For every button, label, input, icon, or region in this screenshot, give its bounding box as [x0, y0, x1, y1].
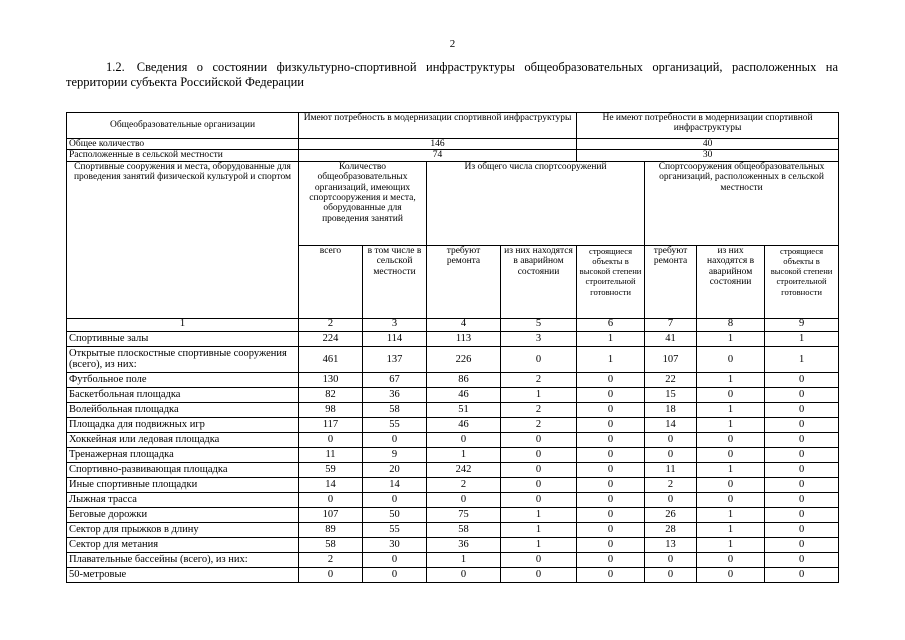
row-label: Футбольное поле	[67, 372, 299, 387]
table-cell: 0	[577, 492, 645, 507]
table-cell: 75	[427, 507, 501, 522]
column-number: 4	[427, 318, 501, 331]
orgs-header-cell: Общеобразовательные организации	[67, 113, 299, 139]
rural-label: Расположенные в сельской местности	[67, 150, 299, 161]
table-cell: 0	[697, 346, 765, 372]
sub-rural-cell: в том числе в сельской местности	[363, 245, 427, 318]
table-row	[67, 447, 839, 462]
table-cell: 0	[577, 402, 645, 417]
count-header-cell: Количество общеобразовательных организаций, имеющих спортсооружения и места, оборудованные для проведения занятий	[299, 161, 427, 245]
table-cell: 0	[577, 447, 645, 462]
table-cell: 114	[363, 331, 427, 346]
table-cell: 86	[427, 372, 501, 387]
detail-header-row	[67, 161, 839, 245]
table-cell: 20	[363, 462, 427, 477]
table-cell: 0	[765, 477, 839, 492]
table-cell: 36	[363, 387, 427, 402]
table-cell: 0	[577, 462, 645, 477]
table-cell: 2	[501, 372, 577, 387]
table-cell: 58	[363, 402, 427, 417]
table-cell: 11	[299, 447, 363, 462]
table-cell: 0	[363, 432, 427, 447]
table-cell: 137	[363, 346, 427, 372]
table-cell: 30	[363, 537, 427, 552]
table-cell: 0	[645, 567, 697, 582]
table-cell: 22	[645, 372, 697, 387]
table-cell: 1	[577, 331, 645, 346]
table-cell: 1	[501, 522, 577, 537]
table-cell: 1	[501, 507, 577, 522]
table-cell: 15	[645, 387, 697, 402]
table-cell: 28	[645, 522, 697, 537]
table-cell: 1	[427, 447, 501, 462]
table-row	[67, 402, 839, 417]
table-cell: 89	[299, 522, 363, 537]
column-number: 3	[363, 318, 427, 331]
table-cell: 0	[577, 567, 645, 582]
table-cell: 26	[645, 507, 697, 522]
table-row	[67, 477, 839, 492]
table-cell: 0	[427, 432, 501, 447]
table-cell: 9	[363, 447, 427, 462]
rural-row	[67, 150, 839, 161]
rural-facilities-header-cell: Спортсооружения общеобразовательных организаций, расположенных в сельской местности	[645, 161, 839, 245]
table-cell: 0	[501, 567, 577, 582]
table-row	[67, 432, 839, 447]
table-cell: 2	[501, 417, 577, 432]
total-need-cell: 146	[299, 139, 577, 150]
table-cell: 0	[501, 552, 577, 567]
table-cell: 1	[501, 387, 577, 402]
no-need-header-cell: Не имеют потребности в модернизации спортивной инфраструктуры	[577, 113, 839, 139]
table-cell: 0	[501, 432, 577, 447]
table-cell: 14	[645, 417, 697, 432]
table-cell: 1	[697, 372, 765, 387]
row-label: Спортивные залы	[67, 331, 299, 346]
row-label: Лыжная трасса	[67, 492, 299, 507]
table-cell: 2	[501, 402, 577, 417]
total-no-need-cell: 40	[577, 139, 839, 150]
page-number: 2	[449, 38, 456, 50]
table-row	[67, 552, 839, 567]
table-cell: 58	[427, 522, 501, 537]
table-cell: 0	[577, 417, 645, 432]
total-label: Общее количество	[67, 139, 299, 150]
total-row	[67, 139, 839, 150]
table-cell: 130	[299, 372, 363, 387]
table-cell: 0	[577, 522, 645, 537]
table-cell: 0	[765, 447, 839, 462]
table-cell: 14	[299, 477, 363, 492]
table-cell: 113	[427, 331, 501, 346]
table-cell: 1	[765, 331, 839, 346]
table-row	[67, 372, 839, 387]
table-cell: 82	[299, 387, 363, 402]
table-row	[67, 567, 839, 582]
row-label: Сектор для прыжков в длину	[67, 522, 299, 537]
table-cell: 0	[577, 537, 645, 552]
sub-under-construction-rural-cell: строящиеся объекты в высокой степени строительной готовности	[765, 245, 839, 318]
row-label: Волейбольная площадка	[67, 402, 299, 417]
table-cell: 2	[299, 552, 363, 567]
table-cell: 1	[697, 522, 765, 537]
table-row	[67, 522, 839, 537]
table-cell: 1	[697, 331, 765, 346]
table-cell: 0	[577, 432, 645, 447]
table-cell: 0	[697, 447, 765, 462]
table-cell: 0	[501, 346, 577, 372]
column-number: 9	[765, 318, 839, 331]
table-cell: 461	[299, 346, 363, 372]
table-row	[67, 346, 839, 372]
table-cell: 0	[577, 507, 645, 522]
sub-emergency-cell: из них находятся в аварийном состоянии	[501, 245, 577, 318]
table-cell: 0	[299, 432, 363, 447]
table-cell: 242	[427, 462, 501, 477]
table-cell: 0	[645, 552, 697, 567]
table-cell: 50	[363, 507, 427, 522]
sub-need-repair-rural-cell: требуют ремонта	[645, 245, 697, 318]
table-cell: 0	[299, 492, 363, 507]
table-cell: 0	[645, 492, 697, 507]
row-label: Баскетбольная площадка	[67, 387, 299, 402]
table-row	[67, 387, 839, 402]
table-cell: 107	[299, 507, 363, 522]
sub-emergency-rural-cell: из них находятся в аварийном состоянии	[697, 245, 765, 318]
table-cell: 0	[645, 432, 697, 447]
table-cell: 58	[299, 537, 363, 552]
rural-no-need-cell: 30	[577, 150, 839, 161]
rural-need-cell: 74	[299, 150, 577, 161]
row-label: Открытые плоскостные спортивные сооружения (всего), из них:	[67, 346, 299, 372]
table-cell: 0	[501, 462, 577, 477]
column-number: 7	[645, 318, 697, 331]
table-cell: 117	[299, 417, 363, 432]
table-cell: 0	[577, 372, 645, 387]
row-label: Беговые дорожки	[67, 507, 299, 522]
column-number-row	[67, 318, 839, 331]
table-cell: 0	[765, 462, 839, 477]
table-cell: 1	[765, 346, 839, 372]
row-label: Плавательные бассейны (всего), из них:	[67, 552, 299, 567]
table-cell: 46	[427, 417, 501, 432]
table-cell: 1	[577, 346, 645, 372]
table-cell: 0	[697, 432, 765, 447]
table-cell: 0	[501, 492, 577, 507]
table-cell: 0	[363, 492, 427, 507]
table-cell: 55	[363, 417, 427, 432]
table-cell: 0	[697, 477, 765, 492]
row-label: Иные спортивные площадки	[67, 477, 299, 492]
table-row	[67, 417, 839, 432]
table-cell: 0	[697, 567, 765, 582]
table-cell: 0	[765, 402, 839, 417]
table-cell: 51	[427, 402, 501, 417]
table-cell: 41	[645, 331, 697, 346]
table-cell: 2	[427, 477, 501, 492]
row-label: Сектор для метания	[67, 537, 299, 552]
table-cell: 0	[501, 447, 577, 462]
table-cell: 0	[765, 432, 839, 447]
table-cell: 13	[645, 537, 697, 552]
table-row	[67, 507, 839, 522]
table-cell: 1	[697, 417, 765, 432]
table-body	[67, 331, 839, 582]
sub-under-construction-cell: строящиеся объекты в высокой степени строительной готовности	[577, 245, 645, 318]
table-cell: 0	[363, 567, 427, 582]
table-row	[67, 537, 839, 552]
need-header-cell: Имеют потребность в модернизации спортивной инфраструктуры	[299, 113, 577, 139]
table-cell: 0	[765, 507, 839, 522]
table-cell: 1	[697, 402, 765, 417]
row-label: Тренажерная площадка	[67, 447, 299, 462]
section-number: 1.2.	[106, 60, 125, 74]
table-row	[67, 331, 839, 346]
column-number: 6	[577, 318, 645, 331]
row-label: Хоккейная или ледовая площадка	[67, 432, 299, 447]
table-cell: 0	[765, 387, 839, 402]
table-cell: 107	[645, 346, 697, 372]
table-cell: 36	[427, 537, 501, 552]
table-cell: 0	[577, 477, 645, 492]
table-cell: 0	[299, 567, 363, 582]
table-cell: 0	[765, 537, 839, 552]
column-number: 8	[697, 318, 765, 331]
table-cell: 59	[299, 462, 363, 477]
table-cell: 0	[645, 447, 697, 462]
table-cell: 11	[645, 462, 697, 477]
table-cell: 1	[697, 537, 765, 552]
row-label: Спортивно-развивающая площадка	[67, 462, 299, 477]
table-cell: 0	[363, 552, 427, 567]
table-cell: 0	[765, 552, 839, 567]
table-row	[67, 462, 839, 477]
table-cell: 224	[299, 331, 363, 346]
table-cell: 0	[765, 372, 839, 387]
table-cell: 0	[697, 552, 765, 567]
table-cell: 0	[697, 492, 765, 507]
column-number: 2	[299, 318, 363, 331]
section-heading	[66, 60, 838, 90]
sub-need-repair-cell: требуют ремонта	[427, 245, 501, 318]
table-cell: 14	[363, 477, 427, 492]
table-cell: 0	[427, 567, 501, 582]
table-cell: 1	[427, 552, 501, 567]
table-cell: 0	[577, 387, 645, 402]
column-number: 1	[67, 318, 299, 331]
table-row	[67, 492, 839, 507]
row-label: 50-метровые	[67, 567, 299, 582]
section-title: Сведения о состоянии физкультурно-спортивной инфраструктуры общеобразовательных организаций, расположенных на территории субъекта Российской Федерации	[66, 60, 838, 89]
column-number: 5	[501, 318, 577, 331]
table-cell: 226	[427, 346, 501, 372]
table-cell: 55	[363, 522, 427, 537]
table-cell: 1	[697, 507, 765, 522]
facilities-header-cell: Спортивные сооружения и места, оборудованные для проведения занятий физической культурой и спортом	[67, 161, 299, 318]
table-cell: 0	[765, 492, 839, 507]
top-header-row	[67, 113, 839, 139]
table-cell: 1	[501, 537, 577, 552]
table-cell: 0	[765, 417, 839, 432]
table-cell: 0	[765, 567, 839, 582]
table-cell: 1	[697, 462, 765, 477]
of-total-header-cell: Из общего числа спортсооружений	[427, 161, 645, 245]
table-cell: 3	[501, 331, 577, 346]
table-cell: 46	[427, 387, 501, 402]
row-label: Площадка для подвижных игр	[67, 417, 299, 432]
table-cell: 0	[697, 387, 765, 402]
table-cell: 0	[427, 492, 501, 507]
infrastructure-table	[66, 112, 839, 583]
table-cell: 2	[645, 477, 697, 492]
sub-all-cell: всего	[299, 245, 363, 318]
table-cell: 98	[299, 402, 363, 417]
table-cell: 67	[363, 372, 427, 387]
table-cell: 0	[577, 552, 645, 567]
table-cell: 18	[645, 402, 697, 417]
table-cell: 0	[765, 522, 839, 537]
table-cell: 0	[501, 477, 577, 492]
